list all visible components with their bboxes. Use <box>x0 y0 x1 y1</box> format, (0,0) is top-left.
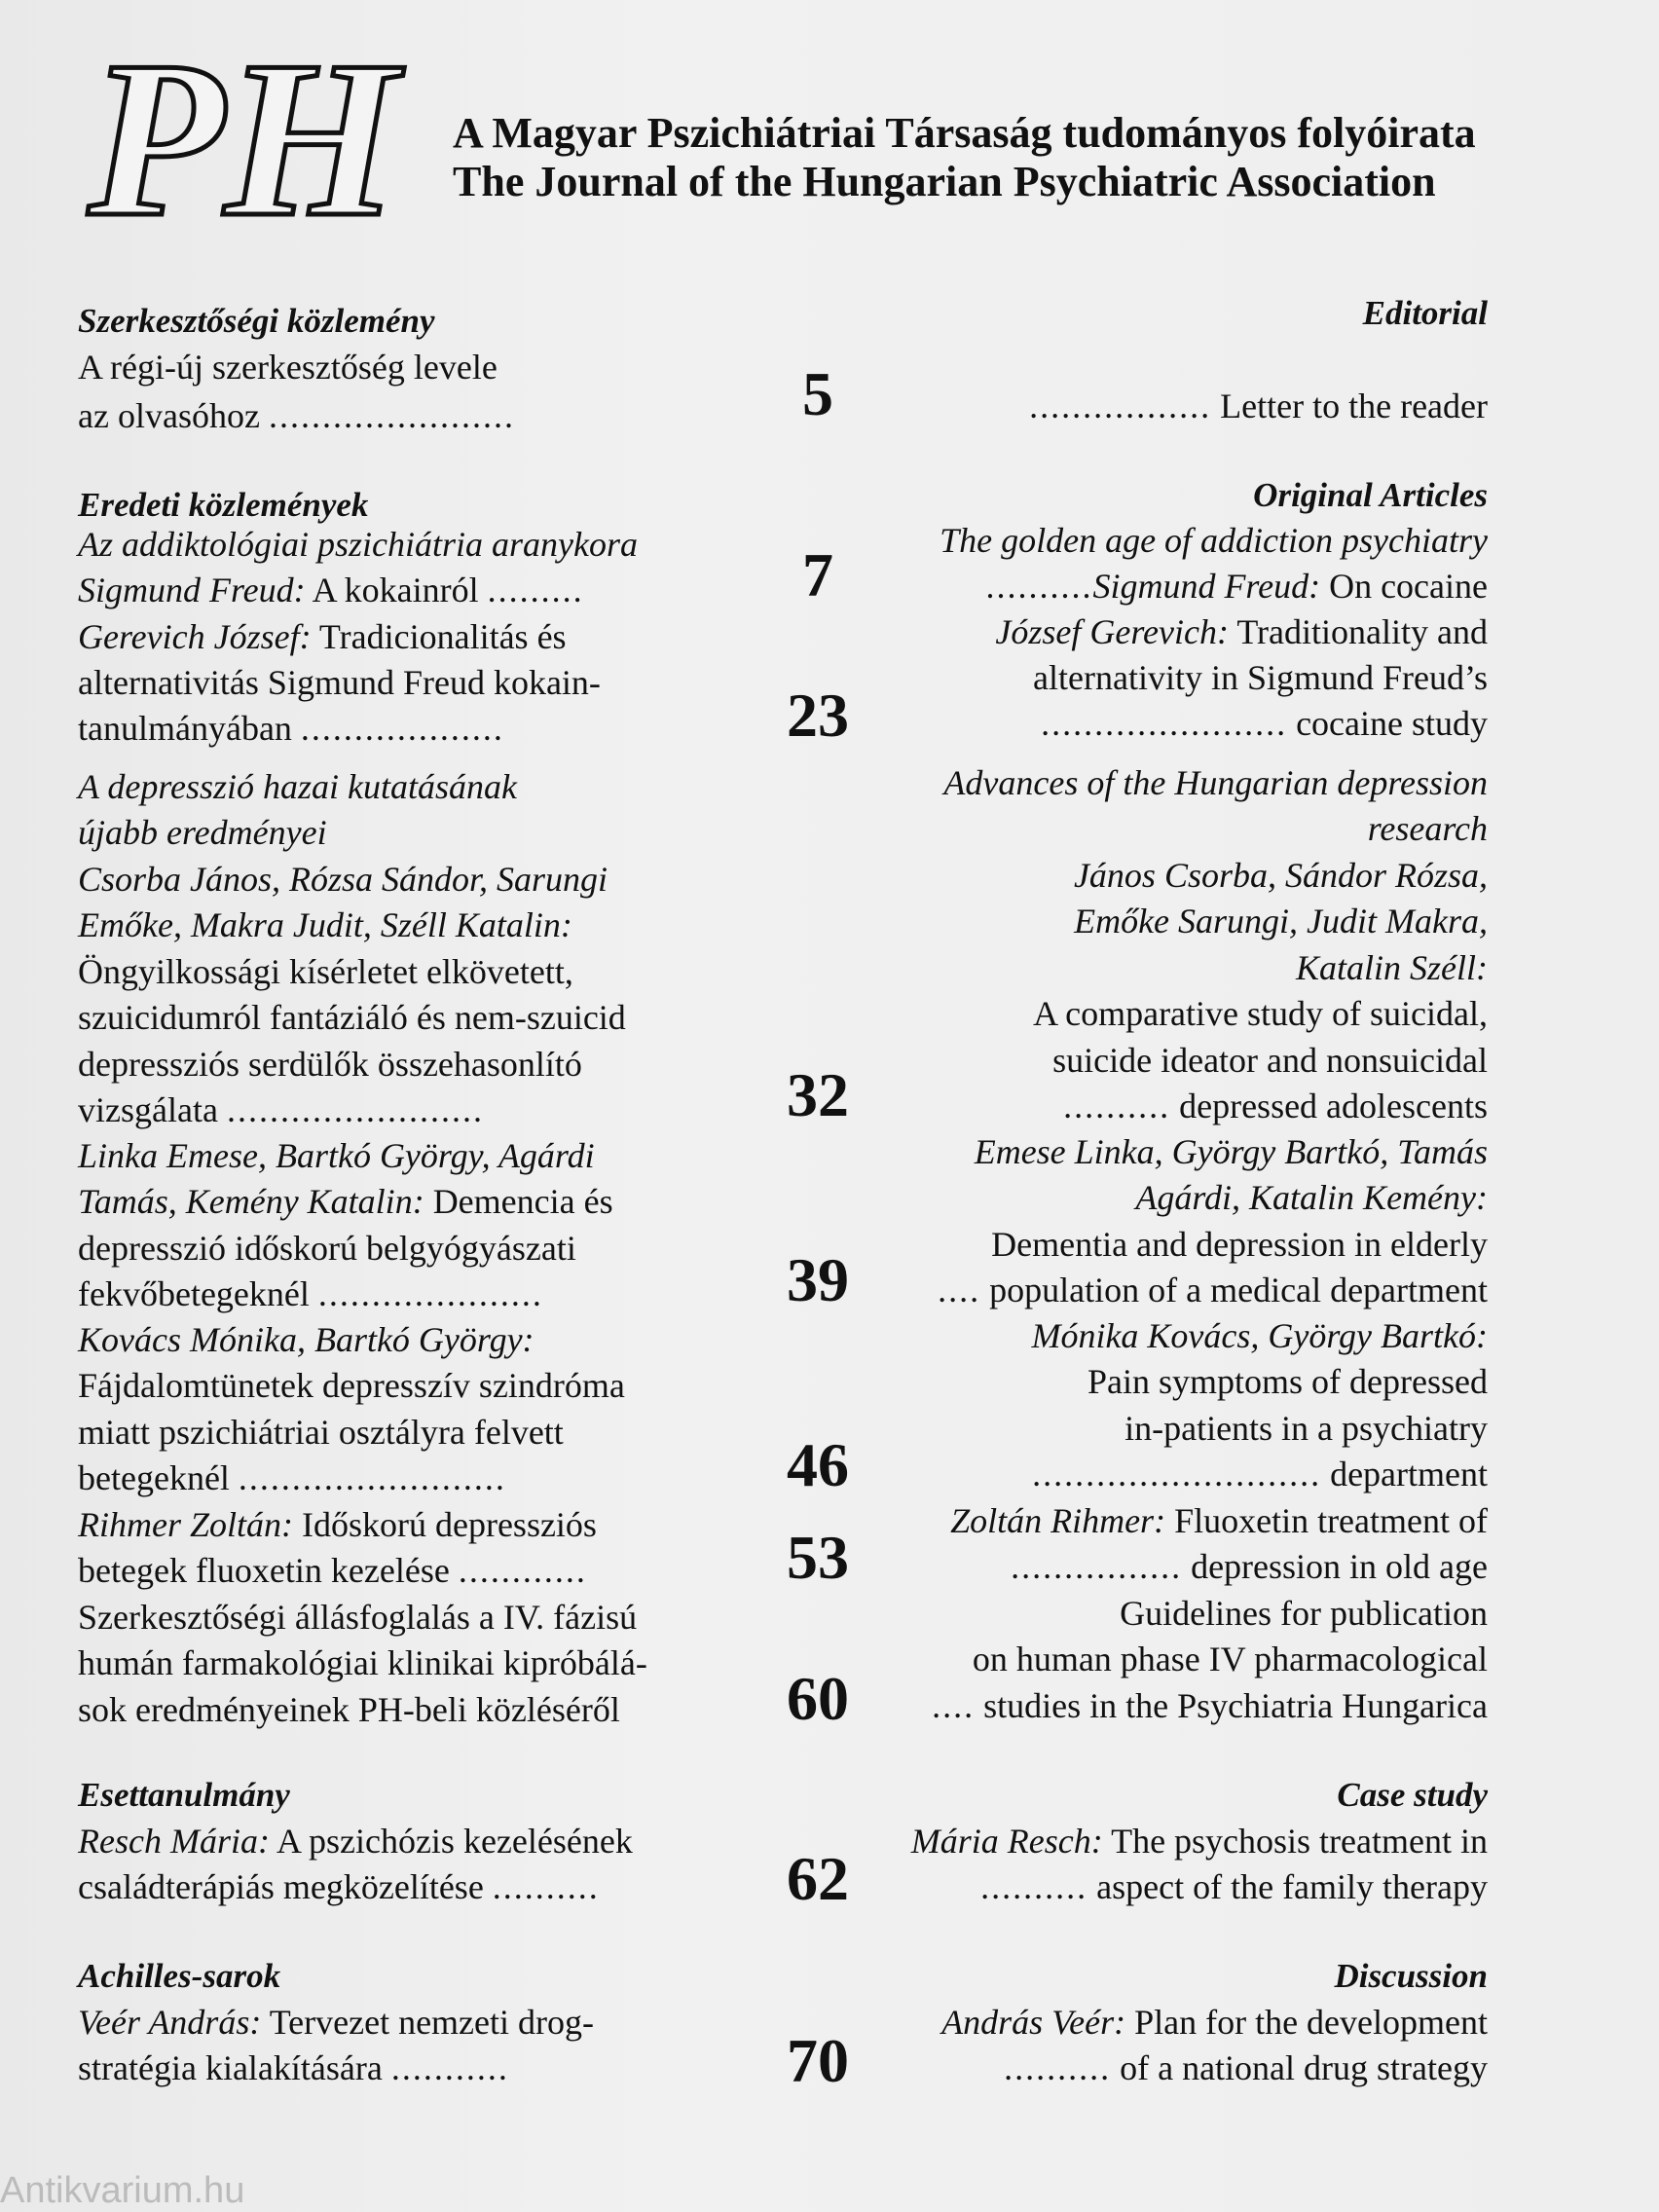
section-editorial-hu: Szerkesztőségi közlemény <box>78 302 435 340</box>
section-case-study-en: Case study <box>1337 1776 1488 1814</box>
section-original-hu: Eredeti közlemények <box>78 486 369 524</box>
subsection-title: Az addiktológiai pszichiátria aranykora <box>78 525 638 564</box>
entry-text: A comparative study of suicidal, <box>1033 994 1488 1033</box>
entry-text: alternativity in Sigmund Freud’s <box>1033 658 1488 697</box>
page-number: 5 <box>802 359 833 428</box>
entry-text: szuicidumról fantáziáló és nem-szuicid <box>78 998 626 1037</box>
author-line: Linka Emese, Bartkó György, Agárdi <box>78 1136 595 1175</box>
entry-text-with-leader: tanulmányában ................... <box>78 709 504 748</box>
entry-text: Gerevich József: Tradicionalitás és <box>78 617 567 656</box>
entry-text-with-leader: .......... aspect of the family therapy <box>980 1867 1488 1906</box>
entry-text-with-leader: betegeknél ......................... <box>78 1458 506 1497</box>
entry-text: Öngyilkossági kísérletet elkövetett, <box>78 952 573 991</box>
entry-text: Dementia and depression in elderly <box>991 1225 1488 1264</box>
entry-text: Zoltán Rihmer: Fluoxetin treatment of <box>950 1501 1488 1540</box>
ph-logo <box>78 51 428 226</box>
entry-text-with-leader: ........................... department <box>1032 1455 1488 1493</box>
entry-text-with-leader: Sigmund Freud: A kokainról ......... <box>78 571 584 609</box>
author-line: Kovács Mónika, Bartkó György: <box>78 1320 535 1359</box>
entry-text-with-leader: .......... depressed adolescents <box>1063 1087 1488 1125</box>
entry-text: suicide ideator and nonsuicidal <box>1052 1041 1488 1080</box>
section-editorial-en: Editorial <box>1362 294 1488 332</box>
page-number: 60 <box>787 1664 849 1733</box>
author-line: Emőke, Makra Judit, Széll Katalin: <box>78 905 572 944</box>
entry-text: András Veér: Plan for the development <box>941 2003 1488 2042</box>
author-line: Mónika Kovács, György Bartkó: <box>1031 1316 1488 1355</box>
entry-text-with-leader: ..........Sigmund Freud: On cocaine <box>985 567 1488 606</box>
entry-text-with-leader: .......... of a national drug strategy <box>1004 2048 1488 2087</box>
entry-text-with-leader: betegek fluoxetin kezelése ............ <box>78 1551 587 1590</box>
subsection-title: A depresszió hazai kutatásának <box>78 767 517 806</box>
entry-text: Mária Resch: The psychosis treatment in <box>910 1822 1488 1861</box>
entry-text-with-leader: családterápiás megközelítése .......... <box>78 1867 600 1906</box>
entry-text: on human phase IV pharmacological <box>972 1640 1488 1678</box>
ph-logo-text: PH <box>88 51 399 226</box>
entry-text: Tamás, Kemény Katalin: Demencia és <box>78 1182 613 1221</box>
entry-text-with-leader: ................ depression in old age <box>1011 1547 1488 1586</box>
entry-text-with-leader: stratégia kialakítására ........... <box>78 2048 509 2087</box>
entry-text: alternativitás Sigmund Freud kokain- <box>78 663 601 702</box>
entry-text: Rihmer Zoltán: Időskorú depressziós <box>78 1505 597 1544</box>
entry-text-with-leader: ....................... cocaine study <box>1041 704 1488 743</box>
page-number: 32 <box>787 1060 849 1129</box>
entry-text: Veér András: Tervezet nemzeti drog- <box>78 2003 594 2042</box>
header-hungarian: A Magyar Pszichiátriai Társaság tudományos folyóirata <box>453 109 1476 157</box>
author-line: Emese Linka, György Bartkó, Tamás <box>974 1132 1488 1171</box>
section-original-en: Original Articles <box>1253 476 1488 514</box>
page-number: 53 <box>787 1523 849 1592</box>
page-number: 46 <box>787 1430 849 1499</box>
subsection-title: research <box>1367 809 1488 848</box>
entry-text: Szerkesztőségi állásfoglalás a IV. fázisú <box>78 1598 638 1637</box>
section-case-study-hu: Esettanulmány <box>78 1776 290 1814</box>
entry-text-with-leader: .... population of a medical department <box>938 1271 1488 1309</box>
entry-text-with-leader: fekvőbetegeknél ..................... <box>78 1274 543 1313</box>
entry-text-with-leader: az olvasóhoz ....................... <box>78 396 515 435</box>
entry-text: sok eredményeinek PH-beli közléséről <box>78 1690 620 1729</box>
entry-text: in-patients in a psychiatry <box>1124 1409 1488 1448</box>
entry-text-with-leader: .... studies in the Psychiatria Hungarica <box>932 1686 1488 1725</box>
watermark: Antikvarium.hu <box>0 2170 245 2211</box>
entry-text: Fájdalomtünetek depresszív szindróma <box>78 1366 625 1405</box>
entry-text: A régi-új szerkesztőség levele <box>78 348 498 387</box>
author-line: Emőke Sarungi, Judit Makra, <box>1074 902 1488 940</box>
page-number: 70 <box>787 2026 849 2095</box>
author-line: Csorba János, Rózsa Sándor, Sarungi <box>78 860 608 899</box>
page-number: 62 <box>787 1844 849 1913</box>
journal-header <box>453 109 1485 206</box>
entry-text: miatt pszichiátriai osztályra felvett <box>78 1413 564 1452</box>
section-discussion-en: Discussion <box>1334 1957 1488 1995</box>
entry-text: depressziós serdülők összehasonlító <box>78 1045 582 1084</box>
header-english: The Journal of the Hungarian Psychiatric Association <box>453 158 1436 205</box>
entry-text-with-leader: vizsgálata ........................ <box>78 1090 484 1129</box>
entry-text-with-leader: ................. Letter to the reader <box>1029 387 1488 425</box>
subsection-title: újabb eredményei <box>78 813 327 852</box>
page-number: 7 <box>802 540 833 609</box>
subsection-title: The golden age of addiction psychiatry <box>940 521 1488 560</box>
entry-text: depresszió időskorú belgyógyászati <box>78 1229 576 1268</box>
subsection-title: Advances of the Hungarian depression <box>943 763 1488 802</box>
page-number: 23 <box>787 681 849 750</box>
section-discussion-hu: Achilles-sarok <box>78 1957 281 1995</box>
author-line: Katalin Széll: <box>1296 948 1488 987</box>
author-line: János Csorba, Sándor Rózsa, <box>1073 856 1488 895</box>
entry-text: Guidelines for publication <box>1120 1594 1488 1633</box>
page-number: 39 <box>787 1245 849 1314</box>
author-line: Agárdi, Katalin Kemény: <box>1135 1178 1488 1217</box>
entry-text: József Gerevich: Traditionality and <box>995 612 1488 651</box>
entry-text: Resch Mária: A pszichózis kezelésének <box>78 1822 633 1861</box>
entry-text: humán farmakológiai klinikai kipróbálá- <box>78 1643 647 1682</box>
entry-text: Pain symptoms of depressed <box>1088 1362 1488 1401</box>
